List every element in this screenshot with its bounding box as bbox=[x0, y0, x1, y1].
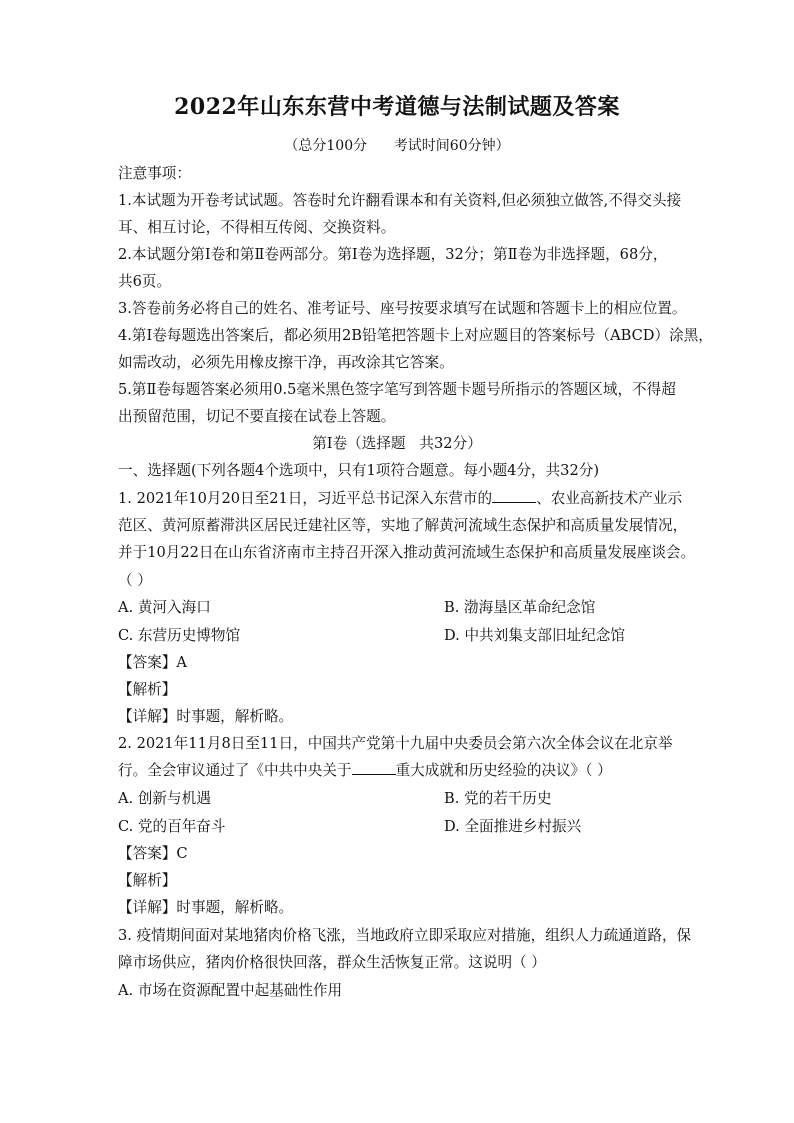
q1-stem-part-2: 、农业高新技术产业示 bbox=[536, 490, 683, 507]
note-4-line-2: 如需改动，必须先用橡皮擦干净，再改涂其它答案。 bbox=[118, 354, 454, 371]
q1-stem-line-2: 范区、黄河原蓄滞洪区居民迁建社区等，实地了解黄河流域生态保护和高质量发展情况， bbox=[118, 517, 688, 534]
page-title: 2022年山东东营中考道德与法制试题及答案 bbox=[174, 94, 620, 120]
note-1-line-2: 耳、相互讨论，不得相互传阅、交换资料。 bbox=[118, 219, 396, 236]
q2-option-d: D. 全面推进乡村振兴 bbox=[444, 818, 582, 835]
q3-stem-line-2: 障市场供应，猪肉价格很快回落，群众生活恢复正常。这说明（ ） bbox=[118, 954, 546, 971]
note-1-line-1: 1.本试题为开卷考试试题。答卷时允许翻看课本和有关资料,但必须独立做答,不得交头接 bbox=[118, 192, 682, 209]
q1-stem-part-1: 1. 2021年10月20日至21日，习近平总书记深入东营市的 bbox=[118, 490, 493, 507]
q1-option-c: C. 东营历史博物馆 bbox=[118, 627, 241, 644]
q1-answer-paren: （ ） bbox=[118, 572, 152, 589]
fill-blank bbox=[492, 489, 536, 503]
q2-option-c: C. 党的百年奋斗 bbox=[118, 818, 226, 835]
q3-option-a: A. 市场在资源配置中起基础性作用 bbox=[118, 982, 343, 999]
q1-analysis: 【解析】 bbox=[118, 681, 177, 698]
q1-detail: 【详解】时事题，解析略。 bbox=[118, 708, 294, 725]
q2-stem-part-1: 行。全会审议通过了《中共中央关于 bbox=[118, 762, 352, 779]
q3-stem-line-1: 3. 疫情期间面对某地猪肉价格飞涨，当地政府立即采取应对措施，组织人力疏通道路，保 bbox=[118, 927, 692, 944]
q2-stem-line-2 bbox=[118, 761, 612, 781]
q2-answer: 【答案】C bbox=[118, 845, 188, 862]
note-3: 3.答卷前务必将自己的姓名、准考证号、座号按要求填写在试题和答题卡上的相应位置。 bbox=[118, 300, 687, 317]
q1-option-a: A. 黄河入海口 bbox=[118, 599, 211, 616]
note-5-line-2: 出预留范围，切记不要直接在试卷上答题。 bbox=[118, 408, 396, 425]
q1-answer: 【答案】A bbox=[118, 654, 187, 671]
q2-stem-part-2: 重大成就和历史经验的决议》（ ） bbox=[395, 762, 612, 779]
exam-info: （总分100分 考试时间60分钟） bbox=[284, 138, 510, 154]
note-2-line-1: 2.本试题分第Ⅰ卷和第Ⅱ卷两部分。第Ⅰ卷为选择题，32分；第Ⅱ卷为非选择题，68分， bbox=[118, 246, 668, 263]
q1-stem-line-1 bbox=[118, 489, 682, 509]
q2-stem-line-1: 2. 2021年11月8日至11日，中国共产党第十九届中央委员会第六次全体会议在北京举 bbox=[118, 735, 673, 752]
fill-blank bbox=[352, 761, 396, 775]
section-heading: 第Ⅰ卷（选择题 共32分） bbox=[312, 435, 482, 452]
q1-option-d: D. 中共刘集支部旧址纪念馆 bbox=[444, 627, 625, 644]
notes-heading: 注意事项： bbox=[118, 165, 191, 182]
q1-stem-line-3: 并于10月22日在山东省济南市主持召开深入推动黄河流域生态保护和高质量发展座谈会。 bbox=[118, 544, 696, 561]
q1-option-b: B. 渤海垦区革命纪念馆 bbox=[444, 599, 596, 616]
section-instruction: 一、选择题(下列各题4个选项中，只有1项符合题意。每小题4分，共32分) bbox=[118, 462, 600, 479]
note-5-line-1: 5.第Ⅱ卷每题答案必须用0.5毫米黑色签字笔写到答题卡题号所指示的答题区域，不得超 bbox=[118, 381, 676, 398]
q2-detail: 【详解】时事题，解析略。 bbox=[118, 899, 294, 916]
note-4-line-1: 4.第Ⅰ卷每题选出答案后，都必须用2B铅笔把答题卡上对应题目的答案标号（ABCD）涂黑， bbox=[118, 327, 713, 344]
q2-option-b: B. 党的若干历史 bbox=[444, 790, 552, 807]
note-2-line-2: 共6页。 bbox=[118, 273, 172, 290]
q2-option-a: A. 创新与机遇 bbox=[118, 790, 211, 807]
q2-analysis: 【解析】 bbox=[118, 872, 177, 889]
